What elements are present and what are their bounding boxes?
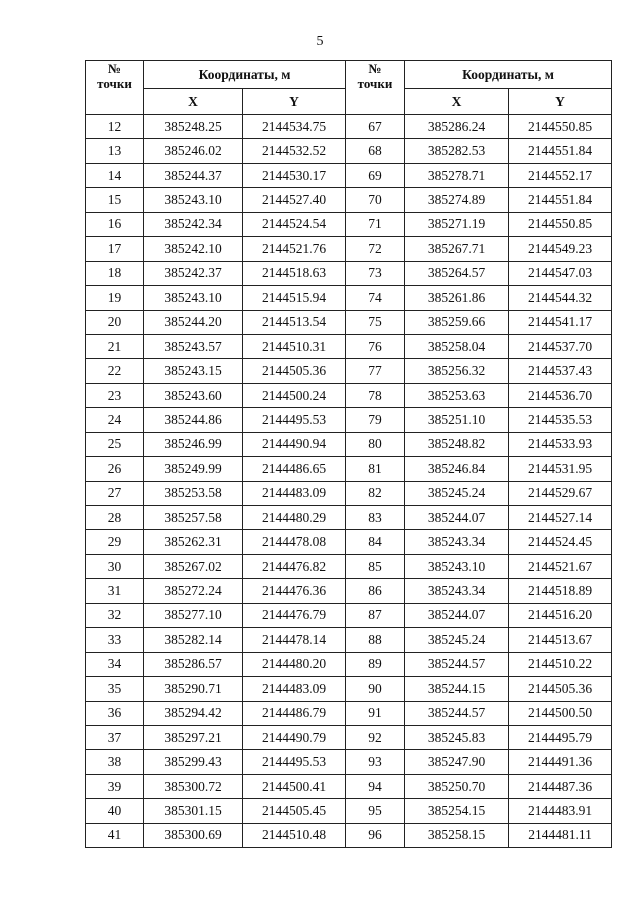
y-coordinate-left: 2144483.09 (243, 677, 346, 701)
x-coordinate-left: 385267.02 (144, 554, 243, 578)
point-number-right: 81 (346, 457, 405, 481)
point-number-right: 77 (346, 359, 405, 383)
point-number-right: 79 (346, 408, 405, 432)
x-coordinate-left: 385277.10 (144, 603, 243, 627)
x-coordinate-right: 385282.53 (405, 139, 509, 163)
y-coordinate-left: 2144521.76 (243, 237, 346, 261)
y-coordinate-right: 2144500.50 (509, 701, 612, 725)
x-coordinate-right: 385245.24 (405, 628, 509, 652)
point-number-left: 15 (86, 188, 144, 212)
table-row (86, 334, 612, 358)
y-coordinate-left: 2144524.54 (243, 212, 346, 236)
x-coordinate-left: 385262.31 (144, 530, 243, 554)
y-coordinate-right: 2144531.95 (509, 457, 612, 481)
x-coordinate-right: 385258.04 (405, 334, 509, 358)
x-coordinate-right: 385244.57 (405, 652, 509, 676)
point-number-right: 72 (346, 237, 405, 261)
x-coordinate-right: 385278.71 (405, 163, 509, 187)
table-row (86, 212, 612, 236)
x-coordinate-right: 385246.84 (405, 457, 509, 481)
x-coordinate-left: 385282.14 (144, 628, 243, 652)
y-coordinate-right: 2144549.23 (509, 237, 612, 261)
x-coordinate-right: 385256.32 (405, 359, 509, 383)
point-number-left: 33 (86, 628, 144, 652)
x-coordinate-left: 385300.69 (144, 823, 243, 847)
x-coordinate-left: 385242.34 (144, 212, 243, 236)
point-number-left: 21 (86, 334, 144, 358)
y-coordinate-right: 2144537.70 (509, 334, 612, 358)
y-coordinate-left: 2144480.20 (243, 652, 346, 676)
y-coordinate-left: 2144513.54 (243, 310, 346, 334)
y-coordinate-left: 2144476.82 (243, 554, 346, 578)
table-row (86, 628, 612, 652)
point-number-right: 88 (346, 628, 405, 652)
y-coordinate-right: 2144550.85 (509, 212, 612, 236)
point-number-left: 30 (86, 554, 144, 578)
point-number-right: 71 (346, 212, 405, 236)
y-coordinate-left: 2144530.17 (243, 163, 346, 187)
point-number-right: 87 (346, 603, 405, 627)
x-coordinate-right: 385264.57 (405, 261, 509, 285)
y-coordinate-left: 2144510.48 (243, 823, 346, 847)
table-row (86, 603, 612, 627)
x-coordinate-left: 385299.43 (144, 750, 243, 774)
x-coordinate-right: 385247.90 (405, 750, 509, 774)
point-number-left: 14 (86, 163, 144, 187)
x-coordinate-right: 385267.71 (405, 237, 509, 261)
point-number-right: 73 (346, 261, 405, 285)
point-number-left: 36 (86, 701, 144, 725)
y-coordinate-right: 2144551.84 (509, 188, 612, 212)
point-number-right: 90 (346, 677, 405, 701)
y-coordinate-right: 2144552.17 (509, 163, 612, 187)
y-coordinate-right: 2144527.14 (509, 506, 612, 530)
point-number-right: 69 (346, 163, 405, 187)
y-coordinate-right: 2144521.67 (509, 554, 612, 578)
x-coordinate-right: 385243.10 (405, 554, 509, 578)
x-coordinate-right: 385244.57 (405, 701, 509, 725)
y-coordinate-left: 2144505.45 (243, 799, 346, 823)
y-coordinate-right: 2144541.17 (509, 310, 612, 334)
table-row (86, 530, 612, 554)
x-coordinate-left: 385253.58 (144, 481, 243, 505)
x-coordinate-right: 385258.15 (405, 823, 509, 847)
table-row (86, 310, 612, 334)
y-coordinate-right: 2144536.70 (509, 383, 612, 407)
x-coordinate-left: 385242.37 (144, 261, 243, 285)
x-coordinate-left: 385294.42 (144, 701, 243, 725)
point-number-right: 70 (346, 188, 405, 212)
x-coordinate-left: 385244.20 (144, 310, 243, 334)
y-coordinate-right: 2144487.36 (509, 774, 612, 798)
y-coordinate-left: 2144534.75 (243, 115, 346, 139)
table-row (86, 359, 612, 383)
page-number: 5 (316, 34, 324, 49)
y-coordinate-right: 2144544.32 (509, 286, 612, 310)
table-row (86, 506, 612, 530)
table-row (86, 701, 612, 725)
y-coordinate-right: 2144529.67 (509, 481, 612, 505)
y-coordinate-left: 2144500.24 (243, 383, 346, 407)
y-coordinate-right: 2144524.45 (509, 530, 612, 554)
point-number-right: 95 (346, 799, 405, 823)
x-coordinate-left: 385300.72 (144, 774, 243, 798)
x-coordinate-right: 385244.15 (405, 677, 509, 701)
point-number-left: 26 (86, 457, 144, 481)
table-row (86, 139, 612, 163)
x-coordinate-left: 385243.15 (144, 359, 243, 383)
point-number-right: 96 (346, 823, 405, 847)
x-coordinate-right: 385259.66 (405, 310, 509, 334)
point-number-header-right (346, 61, 405, 115)
table-row (86, 261, 612, 285)
y-coordinate-left: 2144486.79 (243, 701, 346, 725)
x-coordinate-left: 385297.21 (144, 725, 243, 749)
y-coordinate-left: 2144495.53 (243, 750, 346, 774)
y-coordinate-left: 2144500.41 (243, 774, 346, 798)
x-coordinate-right: 385245.24 (405, 481, 509, 505)
y-coordinate-right: 2144483.91 (509, 799, 612, 823)
y-coordinate-right: 2144513.67 (509, 628, 612, 652)
x-coordinate-left: 385257.58 (144, 506, 243, 530)
y-coordinate-left: 2144483.09 (243, 481, 346, 505)
point-number-right: 68 (346, 139, 405, 163)
point-number-left: 35 (86, 677, 144, 701)
x-coordinate-left: 385244.86 (144, 408, 243, 432)
x-coordinate-left: 385301.15 (144, 799, 243, 823)
y-coordinate-left: 2144527.40 (243, 188, 346, 212)
y-header-left: Y (243, 89, 346, 115)
point-number-right: 67 (346, 115, 405, 139)
table-row (86, 677, 612, 701)
point-number-right: 93 (346, 750, 405, 774)
table-row (86, 799, 612, 823)
point-number-right: 89 (346, 652, 405, 676)
point-number-left: 24 (86, 408, 144, 432)
y-coordinate-left: 2144478.14 (243, 628, 346, 652)
y-header-right: Y (509, 89, 612, 115)
x-coordinate-right: 385286.24 (405, 115, 509, 139)
table-header (86, 61, 612, 115)
point-number-left: 25 (86, 432, 144, 456)
y-coordinate-left: 2144490.94 (243, 432, 346, 456)
point-number-right: 86 (346, 579, 405, 603)
x-coordinate-left: 385272.24 (144, 579, 243, 603)
x-coordinate-right: 385274.89 (405, 188, 509, 212)
table-row (86, 457, 612, 481)
point-number-left: 23 (86, 383, 144, 407)
point-number-left: 34 (86, 652, 144, 676)
y-coordinate-left: 2144490.79 (243, 725, 346, 749)
y-coordinate-right: 2144516.20 (509, 603, 612, 627)
y-coordinate-right: 2144491.36 (509, 750, 612, 774)
x-coordinate-right: 385243.34 (405, 579, 509, 603)
y-coordinate-left: 2144486.65 (243, 457, 346, 481)
point-number-left: 16 (86, 212, 144, 236)
x-coordinate-right: 385248.82 (405, 432, 509, 456)
point-number-left: 20 (86, 310, 144, 334)
point-number-right: 74 (346, 286, 405, 310)
point-number-left: 12 (86, 115, 144, 139)
x-coordinate-right: 385251.10 (405, 408, 509, 432)
table-row (86, 237, 612, 261)
x-coordinate-right: 385253.63 (405, 383, 509, 407)
y-coordinate-right: 2144547.03 (509, 261, 612, 285)
x-coordinate-right: 385243.34 (405, 530, 509, 554)
point-number-left: 22 (86, 359, 144, 383)
table-row (86, 554, 612, 578)
x-coordinate-left: 385242.10 (144, 237, 243, 261)
point-number-right: 91 (346, 701, 405, 725)
point-number-left: 41 (86, 823, 144, 847)
table-row (86, 481, 612, 505)
point-number-left: 29 (86, 530, 144, 554)
point-number-right: 85 (346, 554, 405, 578)
table-body (86, 115, 612, 848)
x-coordinate-right: 385245.83 (405, 725, 509, 749)
point-number-left: 18 (86, 261, 144, 285)
x-coordinate-left: 385246.02 (144, 139, 243, 163)
y-coordinate-left: 2144515.94 (243, 286, 346, 310)
table-row (86, 115, 612, 139)
point-number-header-left (86, 61, 144, 115)
y-coordinate-left: 2144518.63 (243, 261, 346, 285)
x-coordinate-left: 385246.99 (144, 432, 243, 456)
y-coordinate-right: 2144535.53 (509, 408, 612, 432)
y-coordinate-left: 2144505.36 (243, 359, 346, 383)
point-number-right: 78 (346, 383, 405, 407)
x-coordinate-right: 385254.15 (405, 799, 509, 823)
table-row (86, 408, 612, 432)
point-number-right: 92 (346, 725, 405, 749)
x-coordinate-left: 385243.10 (144, 188, 243, 212)
x-coordinate-right: 385244.07 (405, 506, 509, 530)
y-coordinate-left: 2144495.53 (243, 408, 346, 432)
x-coordinate-left: 385248.25 (144, 115, 243, 139)
point-number-left: 38 (86, 750, 144, 774)
point-number-right: 84 (346, 530, 405, 554)
y-coordinate-left: 2144532.52 (243, 139, 346, 163)
point-number-right: 80 (346, 432, 405, 456)
coordinates-header-left: Координаты, м (144, 61, 346, 89)
x-coordinate-left: 385243.10 (144, 286, 243, 310)
point-number-left: 17 (86, 237, 144, 261)
point-word: точки (97, 76, 132, 91)
number-sign: № (107, 61, 122, 76)
y-coordinate-left: 2144476.79 (243, 603, 346, 627)
y-coordinate-right: 2144551.84 (509, 139, 612, 163)
table-row (86, 774, 612, 798)
x-coordinate-left: 385243.60 (144, 383, 243, 407)
table-row (86, 163, 612, 187)
point-number-right: 75 (346, 310, 405, 334)
table-row (86, 579, 612, 603)
point-number-right: 83 (346, 506, 405, 530)
y-coordinate-left: 2144478.08 (243, 530, 346, 554)
table-row (86, 750, 612, 774)
x-coordinate-right: 385261.86 (405, 286, 509, 310)
x-coordinate-left: 385249.99 (144, 457, 243, 481)
point-number-left: 13 (86, 139, 144, 163)
point-number-right: 76 (346, 334, 405, 358)
number-sign: № (368, 61, 382, 76)
point-number-left: 28 (86, 506, 144, 530)
point-number-left: 27 (86, 481, 144, 505)
x-coordinate-left: 385290.71 (144, 677, 243, 701)
x-coordinate-right: 385250.70 (405, 774, 509, 798)
point-number-left: 32 (86, 603, 144, 627)
table-row (86, 823, 612, 847)
x-coordinate-right: 385244.07 (405, 603, 509, 627)
x-coordinate-right: 385271.19 (405, 212, 509, 236)
coordinates-header-right: Координаты, м (405, 61, 612, 89)
table-row (86, 286, 612, 310)
point-number-left: 37 (86, 725, 144, 749)
table-row (86, 725, 612, 749)
point-word: точки (357, 76, 393, 91)
y-coordinate-right: 2144505.36 (509, 677, 612, 701)
table-row (86, 383, 612, 407)
y-coordinate-right: 2144533.93 (509, 432, 612, 456)
y-coordinate-left: 2144480.29 (243, 506, 346, 530)
x-coordinate-left: 385244.37 (144, 163, 243, 187)
x-header-right: X (405, 89, 509, 115)
point-number-left: 19 (86, 286, 144, 310)
point-number-right: 94 (346, 774, 405, 798)
table-row (86, 188, 612, 212)
x-header-left: X (144, 89, 243, 115)
point-number-left: 39 (86, 774, 144, 798)
y-coordinate-right: 2144518.89 (509, 579, 612, 603)
coordinates-table (85, 60, 612, 848)
y-coordinate-right: 2144495.79 (509, 725, 612, 749)
point-number-left: 40 (86, 799, 144, 823)
y-coordinate-right: 2144481.11 (509, 823, 612, 847)
y-coordinate-right: 2144510.22 (509, 652, 612, 676)
x-coordinate-left: 385243.57 (144, 334, 243, 358)
x-coordinate-left: 385286.57 (144, 652, 243, 676)
y-coordinate-right: 2144537.43 (509, 359, 612, 383)
point-number-right: 82 (346, 481, 405, 505)
y-coordinate-right: 2144550.85 (509, 115, 612, 139)
y-coordinate-left: 2144510.31 (243, 334, 346, 358)
table-row (86, 652, 612, 676)
y-coordinate-left: 2144476.36 (243, 579, 346, 603)
point-number-left: 31 (86, 579, 144, 603)
table-row (86, 432, 612, 456)
